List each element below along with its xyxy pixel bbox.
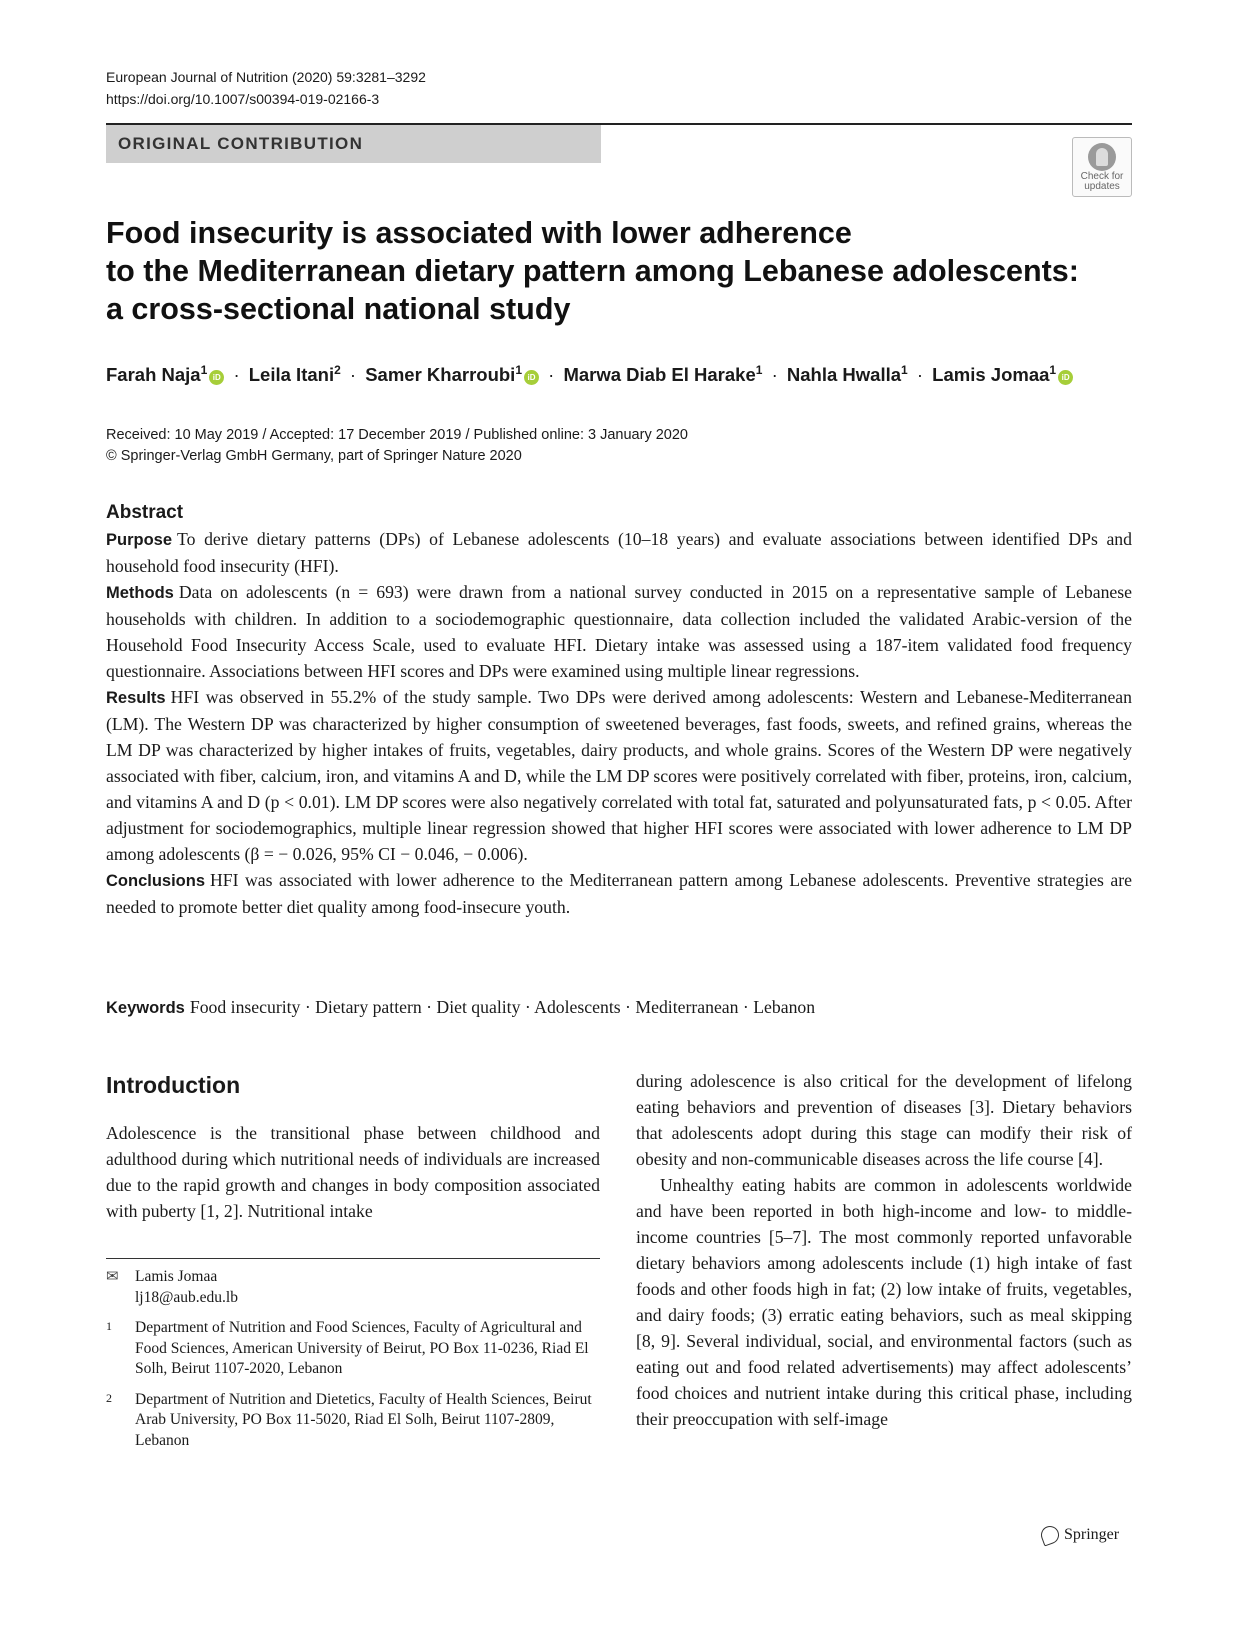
- abstract-heading: Abstract: [106, 502, 184, 523]
- affiliation-text: Department of Nutrition and Food Sciences, Faculty of Agricultural and Food Sciences, American University of Beirut, PO Box 11-0236, Riad El Solh, Beirut 1107-2020, Lebanon: [135, 1319, 589, 1377]
- author-separator: ·: [349, 364, 357, 386]
- affiliation-note: [106, 1390, 600, 1452]
- affiliation-mark: 1: [901, 363, 908, 377]
- orcid-icon[interactable]: iD: [209, 370, 224, 385]
- title-line: to the Mediterranean dietary pattern among Lebanese adolescents:: [106, 254, 1079, 288]
- abstract-purpose: [106, 526, 1132, 579]
- introduction-heading: Introduction: [106, 1072, 241, 1098]
- abstract-methods: [106, 579, 1132, 684]
- affiliation-mark: 2: [334, 363, 341, 377]
- copyright-line: © Springer-Verlag GmbH Germany, part of Springer Nature 2020: [106, 448, 522, 464]
- author-name[interactable]: Lamis Jomaa: [932, 364, 1050, 386]
- publisher-name: Springer: [1064, 1526, 1120, 1543]
- publisher-logo: [1041, 1526, 1119, 1544]
- results-text: HFI was observed in 55.2% of the study sample. Two DPs were derived among adolescents: Western and Lebanese-Mediterranean (LM). The Western DP was characterized by higher consumption of sweetened beverages, fast foods, sweets, and refined grains, whereas the LM DP was characterized by higher intakes of fruits, vegetables, dairy products, and whole grains. Scores of the Western DP were negatively associated with fiber, calcium, iron, and vitamins A and D, while the LM DP scores were positively correlated with fiber, proteins, iron, calcium, and vitamins A and D (p < 0.01). LM DP scores were also negatively correlated with total fat, saturated and polyunsaturated fats, p < 0.05. After adjustment for sociodemographics, multiple linear regression showed that higher HFI scores were associated with lower adherence to LM DP among adolescents (β = − 0.026, 95% CI − 0.046, − 0.006).: [106, 687, 1132, 864]
- keywords-text: Food insecurity · Dietary pattern · Diet quality · Adolescents · Mediterranean · Lebanon: [189, 997, 816, 1017]
- keywords: [106, 994, 1132, 1021]
- journal-citation: [106, 66, 426, 110]
- author-name[interactable]: Samer Kharroubi: [365, 364, 516, 386]
- purpose-label: Purpose: [106, 531, 173, 549]
- author-separator: ·: [548, 364, 555, 386]
- abstract: [106, 502, 1132, 920]
- abstract-results: [106, 684, 1132, 867]
- methods-label: Methods: [106, 584, 174, 602]
- affiliation-number: 1: [106, 1319, 112, 1333]
- section-label: ORIGINAL CONTRIBUTION: [118, 134, 364, 153]
- methods-text: Data on adolescents (n = 693) were drawn from a national survey conducted in 2015 on a representative sample of Lebanese households with children. In addition to a sociodemographic questionnaire, data collection included the validated Arabic-version of the Household Food Insecurity Access Scale, used to evaluate HFI. Dietary intake was assessed using a 187-item validated food frequency questionnaire. Associations between HFI scores and DPs were examined using multiple linear regressions.: [106, 582, 1132, 681]
- journal-line: European Journal of Nutrition (2020) 59:3281–3292: [106, 69, 426, 85]
- section-banner: [106, 125, 601, 163]
- footnote-rule: [106, 1258, 600, 1259]
- abstract-conclusions: [106, 867, 1132, 920]
- affiliation-mark: 1: [1049, 363, 1057, 377]
- dates-line: Received: 10 May 2019 / Accepted: 17 December 2019 / Published online: 3 January 2020: [106, 427, 688, 443]
- title-line: a cross-sectional national study: [106, 292, 571, 326]
- conclusions-label: Conclusions: [106, 872, 206, 890]
- author-separator: ·: [916, 364, 924, 386]
- check-updates-line-2: updates: [1084, 181, 1120, 192]
- introduction-paragraph: during adolescence is also critical for the development of lifelong eating behaviors and prevention of diseases [3]. Dietary behaviors that adolescents adopt during this stage can modify their risk of obesity and non-communicable diseases across the life course [4].: [636, 1071, 1132, 1169]
- footnotes: [106, 1267, 600, 1461]
- keywords-label: Keywords: [106, 999, 185, 1017]
- author-name[interactable]: Nahla Hwalla: [786, 364, 902, 386]
- purpose-text: To derive dietary patterns (DPs) of Lebanese adolescents (10–18 years) and evaluate associations between identified DPs and household food insecurity (HFI).: [106, 529, 1132, 576]
- author-name[interactable]: Leila Itani: [248, 364, 335, 386]
- article-history: [106, 425, 688, 467]
- orcid-icon[interactable]: iD: [524, 370, 539, 385]
- affiliation-text: Department of Nutrition and Dietetics, Faculty of Health Sciences, Beirut Arab University, PO Box 11-5020, Riad El Solh, Beirut 1107-2809, Lebanon: [135, 1390, 592, 1449]
- springer-horse-icon: [1038, 1523, 1061, 1546]
- author-list: [106, 363, 1073, 386]
- orcid-icon[interactable]: iD: [1058, 370, 1073, 385]
- results-label: Results: [106, 689, 166, 707]
- correspondence-note: [106, 1267, 600, 1308]
- corresponding-email[interactable]: lj18@aub.edu.lb: [135, 1288, 238, 1306]
- author-separator: ·: [233, 364, 240, 386]
- bookmark-icon: [1088, 143, 1116, 171]
- affiliation-mark: 1: [200, 363, 208, 377]
- corresponding-author: Lamis Jomaa: [135, 1268, 218, 1285]
- introduction-paragraph: Unhealthy eating habits are common in adolescents worldwide and have been reported in both high-income and low- to middle-income countries [5–7]. The most commonly reported unfavorable dietary behaviors among adolescents include (1) high intake of fast foods and other foods high in fat; (2) low intake of fruits, vegetables, and dairy foods; (3) erratic eating behaviors, such as meal skipping [8, 9]. Several individual, social, and environmental factors (such as eating out and food related advertisements) may affect adolescents’ food choices and nutrient intake during this critical phase, including their preoccupation with self-image: [636, 1175, 1132, 1429]
- introduction-paragraph: Adolescence is the transitional phase between childhood and adulthood during which nutritional needs of individuals are increased due to the rapid growth and changes in body composition associated with puberty [1, 2]. Nutritional intake: [106, 1123, 600, 1221]
- author-separator: ·: [771, 364, 778, 386]
- author-name[interactable]: Farah Naja: [106, 364, 201, 386]
- conclusions-text: HFI was associated with lower adherence to the Mediterranean pattern among Lebanese adolescents. Preventive strategies are needed to promote better diet quality among food-insecure youth.: [106, 870, 1132, 917]
- affiliation-number: 2: [106, 1390, 112, 1405]
- author-name[interactable]: Marwa Diab El Harake: [563, 364, 756, 386]
- affiliation-note: [106, 1318, 600, 1380]
- affiliation-mark: 1: [515, 363, 523, 377]
- article-title: [106, 214, 1079, 328]
- check-updates-line-1: Check for: [1080, 171, 1124, 182]
- doi-link[interactable]: https://doi.org/10.1007/s00394-019-02166-3: [106, 91, 380, 107]
- introduction-right-column: [636, 1068, 1132, 1432]
- affiliation-mark: 1: [755, 363, 763, 377]
- title-line: Food insecurity is associated with lower adherence: [106, 216, 852, 250]
- envelope-icon: ✉: [106, 1269, 119, 1285]
- check-for-updates-badge[interactable]: [1072, 137, 1132, 197]
